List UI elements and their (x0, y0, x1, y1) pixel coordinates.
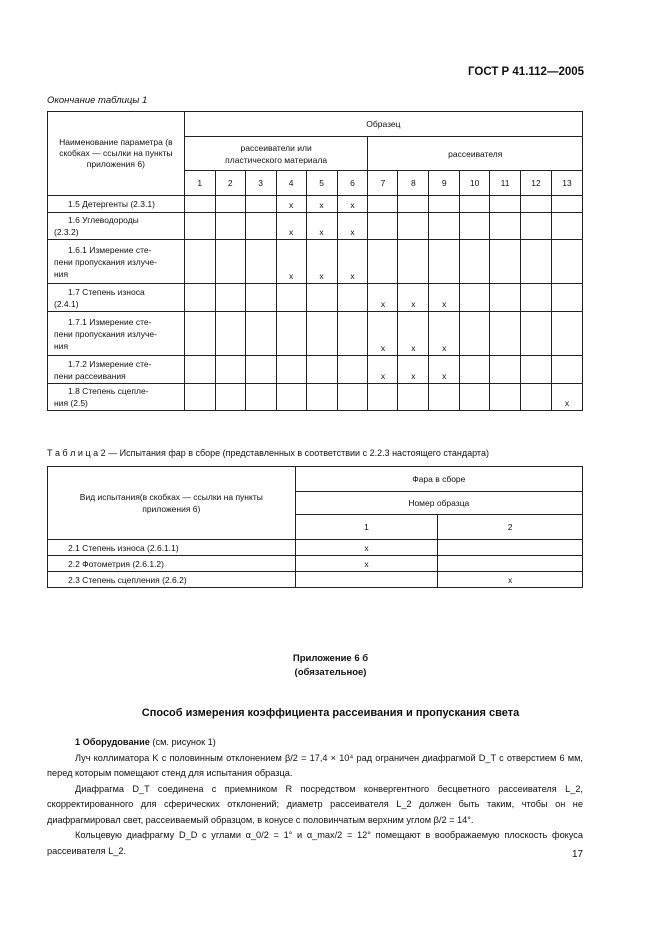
mark-cell (490, 284, 521, 312)
mark-cell (215, 356, 245, 384)
mark-cell (490, 384, 521, 411)
mark-cell (490, 213, 521, 240)
sample-number-cell: 1 (184, 171, 215, 196)
test-name: 2.1 Степень износа (2.6.1.1) (48, 540, 296, 556)
mark-cell (398, 213, 429, 240)
parameter-name (48, 356, 185, 384)
table-row (48, 213, 583, 240)
parameter-name-line: 1.8 Степень сцепле- (68, 386, 149, 396)
mark-cell: x (337, 240, 368, 284)
mark-cell (551, 213, 582, 240)
mark-cell (398, 240, 429, 284)
parameter-name-line: 1.7.1 Измерение сте- (68, 316, 152, 327)
mark-cell: x (306, 213, 337, 240)
mark-cell (490, 196, 521, 213)
sample-col-2: 2 (438, 515, 583, 540)
mark-cell (368, 196, 398, 213)
mark-cell (245, 284, 276, 312)
mark-cell (490, 312, 521, 356)
sample-number-cell: 4 (276, 171, 306, 196)
parameter-name-line: (2.4.1) (54, 298, 79, 309)
mark-cell: x (368, 312, 398, 356)
parameter-name-line: пени рассеивания (54, 370, 126, 381)
parameter-name-line: пени пропускания излуче- (54, 328, 157, 339)
table-row (48, 556, 583, 572)
table-row (48, 356, 583, 384)
test-name: 2.2 Фотометрия (2.6.1.2) (48, 556, 296, 572)
mark-cell: x (295, 540, 438, 556)
sample-number-cell: 12 (521, 171, 552, 196)
paragraph-equipment (47, 735, 583, 751)
lamp-header: Фара в сборе (295, 467, 582, 492)
mark-cell (460, 213, 490, 240)
sample-number-cell: 11 (490, 171, 521, 196)
sample-number-cell: 13 (551, 171, 582, 196)
sample-number-cell: 6 (337, 171, 368, 196)
mark-cell (521, 384, 552, 411)
mark-cell (337, 384, 368, 411)
mark-cell (337, 356, 368, 384)
mark-cell (245, 356, 276, 384)
mark-cell: x (429, 284, 460, 312)
parameter-name (48, 284, 185, 312)
mark-cell (551, 356, 582, 384)
sample-number-cell: 3 (245, 171, 276, 196)
mark-cell: x (429, 312, 460, 356)
sample-number-cell: 2 (215, 171, 245, 196)
mark-cell (215, 284, 245, 312)
table2-caption: Т а б л и ц а 2 — Испытания фар в сборе (представленных в соответствии с 2.2.3 настоящего стандарта) (47, 448, 489, 458)
mark-cell (368, 240, 398, 284)
mark-cell (368, 213, 398, 240)
section-title: Способ измерения коэффициента рассеивания и пропускания света (141, 707, 520, 719)
mark-cell (490, 240, 521, 284)
mark-cell (276, 312, 306, 356)
mark-cell (460, 356, 490, 384)
mark-cell: x (429, 356, 460, 384)
mark-cell (306, 284, 337, 312)
mark-cell (521, 196, 552, 213)
parameter-name (48, 240, 185, 284)
mark-cell (245, 240, 276, 284)
sample-header: Образец (184, 112, 582, 137)
mark-cell (460, 284, 490, 312)
mark-cell: x (276, 196, 306, 213)
mark-cell (368, 384, 398, 411)
parameter-name-line: 1.6 Углеводороды (68, 215, 139, 225)
mark-cell: x (276, 240, 306, 284)
sample-number-header: Номер образца (295, 492, 582, 515)
table-2 (47, 466, 583, 588)
parameter-name-line: 1.6.1 Измерение сте- (68, 244, 152, 255)
table-row (48, 540, 583, 556)
group2-header: рассеивателя (368, 137, 583, 171)
appendix-title: Приложение 6 б (292, 653, 369, 664)
mark-cell (429, 384, 460, 411)
mark-cell (295, 572, 438, 588)
mark-cell (551, 196, 582, 213)
mark-cell (551, 312, 582, 356)
test-name: 2.3 Степень сцепления (2.6.2) (48, 572, 296, 588)
mark-cell (551, 240, 582, 284)
paragraph-ring-diaphragm: Кольцевую диафрагму D_D с углами α_0/2 = 1° и α_max/2 = 12° помещают в воображаемую плоскость фокуса рассеивателя L_2. (47, 830, 583, 856)
paragraph-diaphragm: Диафрагма D_T соединена с приемником R посредством конвергентного бесцветного рассеивателя L_2, скорректированного для сферических отклонений; диаметр рассеивателя L_2 должен быть таким, чтобы он не диафрагмировал свет, рассеиваемый образцом, в конусе с половинчатым верхним углом β/2 = 14°. (47, 783, 583, 825)
mark-cell: x (438, 572, 583, 588)
mark-cell (184, 312, 215, 356)
equipment-heading: 1 Оборудование (75, 737, 150, 747)
param-header: Наименование параметра (в скобках — ссылки на пункты приложения 6) (48, 112, 185, 196)
paragraph-collimator: Луч коллиматора K с половинным отклонением β/2 = 17,4 × 10⁴ рад ограничен диафрагмой D_T с отверстием 6 мм, перед которым помещают стенд для испытания образца. (47, 752, 583, 778)
table-row (48, 312, 583, 356)
mark-cell (184, 284, 215, 312)
table-row (48, 384, 583, 411)
sample-number-cell: 5 (306, 171, 337, 196)
mark-cell (276, 284, 306, 312)
mark-cell (398, 384, 429, 411)
mark-cell (337, 284, 368, 312)
mark-cell (276, 356, 306, 384)
mark-cell (551, 284, 582, 312)
mark-cell: x (551, 384, 582, 411)
mark-cell (215, 213, 245, 240)
mark-cell: x (306, 240, 337, 284)
mark-cell: x (306, 196, 337, 213)
mark-cell: x (276, 213, 306, 240)
mark-cell (438, 556, 583, 572)
mark-cell (215, 240, 245, 284)
mark-cell (429, 213, 460, 240)
parameter-name-line: ния (2.5) (54, 398, 88, 408)
mark-cell (245, 196, 276, 213)
sample-number-cell: 10 (460, 171, 490, 196)
mark-cell (245, 312, 276, 356)
table-row (48, 284, 583, 312)
mark-cell (521, 356, 552, 384)
mark-cell (521, 213, 552, 240)
mark-cell: x (398, 284, 429, 312)
sample-number-cell: 9 (429, 171, 460, 196)
mark-cell (460, 196, 490, 213)
document-header: ГОСТ Р 41.112—2005 (468, 66, 585, 78)
parameter-name-line: ния (54, 268, 69, 279)
parameter-name-line: пени пропускания излуче- (54, 256, 157, 267)
parameter-name-line: ния (54, 340, 69, 351)
mark-cell (184, 240, 215, 284)
mark-cell (521, 284, 552, 312)
mark-cell (337, 312, 368, 356)
mark-cell (490, 356, 521, 384)
parameter-name-line: 1.5 Детергенты (2.3.1) (68, 199, 155, 209)
mark-cell (184, 196, 215, 213)
page-number: 17 (572, 849, 584, 860)
mark-cell: x (368, 356, 398, 384)
mark-cell (521, 312, 552, 356)
mark-cell (521, 240, 552, 284)
mark-cell (245, 384, 276, 411)
mark-cell (398, 196, 429, 213)
sample-number-cell: 7 (368, 171, 398, 196)
mark-cell (460, 312, 490, 356)
table-1 (47, 111, 583, 411)
table1-caption: Окончание таблицы 1 (47, 95, 148, 106)
parameter-name (48, 384, 185, 411)
equipment-ref: (см. рисунок 1) (149, 737, 216, 747)
sample-col-1: 1 (295, 515, 438, 540)
mark-cell (184, 384, 215, 411)
mark-cell (438, 540, 583, 556)
mark-cell (306, 356, 337, 384)
table-row (48, 240, 583, 284)
mark-cell (429, 240, 460, 284)
parameter-name (48, 312, 185, 356)
mark-cell: x (337, 213, 368, 240)
mark-cell (215, 384, 245, 411)
mark-cell (306, 312, 337, 356)
parameter-name-line: 1.7.2 Измерение сте- (68, 358, 152, 369)
test-type-header: Вид испытания(в скобках — ссылки на пункты приложения 6) (48, 467, 296, 540)
group1-header: рассеиватели или пластического материала (184, 137, 368, 171)
mark-cell: x (368, 284, 398, 312)
mark-cell (460, 240, 490, 284)
body-text (47, 735, 583, 859)
table-row (48, 572, 583, 588)
mark-cell: x (337, 196, 368, 213)
mark-cell (460, 384, 490, 411)
mark-cell (215, 196, 245, 213)
appendix-subtitle: (обязательное) (294, 667, 367, 678)
mark-cell (184, 213, 215, 240)
parameter-name (48, 213, 185, 240)
sample-number-cell: 8 (398, 171, 429, 196)
parameter-name-line: (2.3.2) (54, 227, 79, 237)
mark-cell: x (398, 356, 429, 384)
mark-cell: x (295, 556, 438, 572)
parameter-name-line: 1.7 Степень износа (68, 286, 145, 297)
table-row (48, 196, 583, 213)
parameter-name (48, 196, 185, 213)
mark-cell (276, 384, 306, 411)
mark-cell (245, 213, 276, 240)
mark-cell (215, 312, 245, 356)
mark-cell (184, 356, 215, 384)
mark-cell (429, 196, 460, 213)
mark-cell (306, 384, 337, 411)
mark-cell: x (398, 312, 429, 356)
